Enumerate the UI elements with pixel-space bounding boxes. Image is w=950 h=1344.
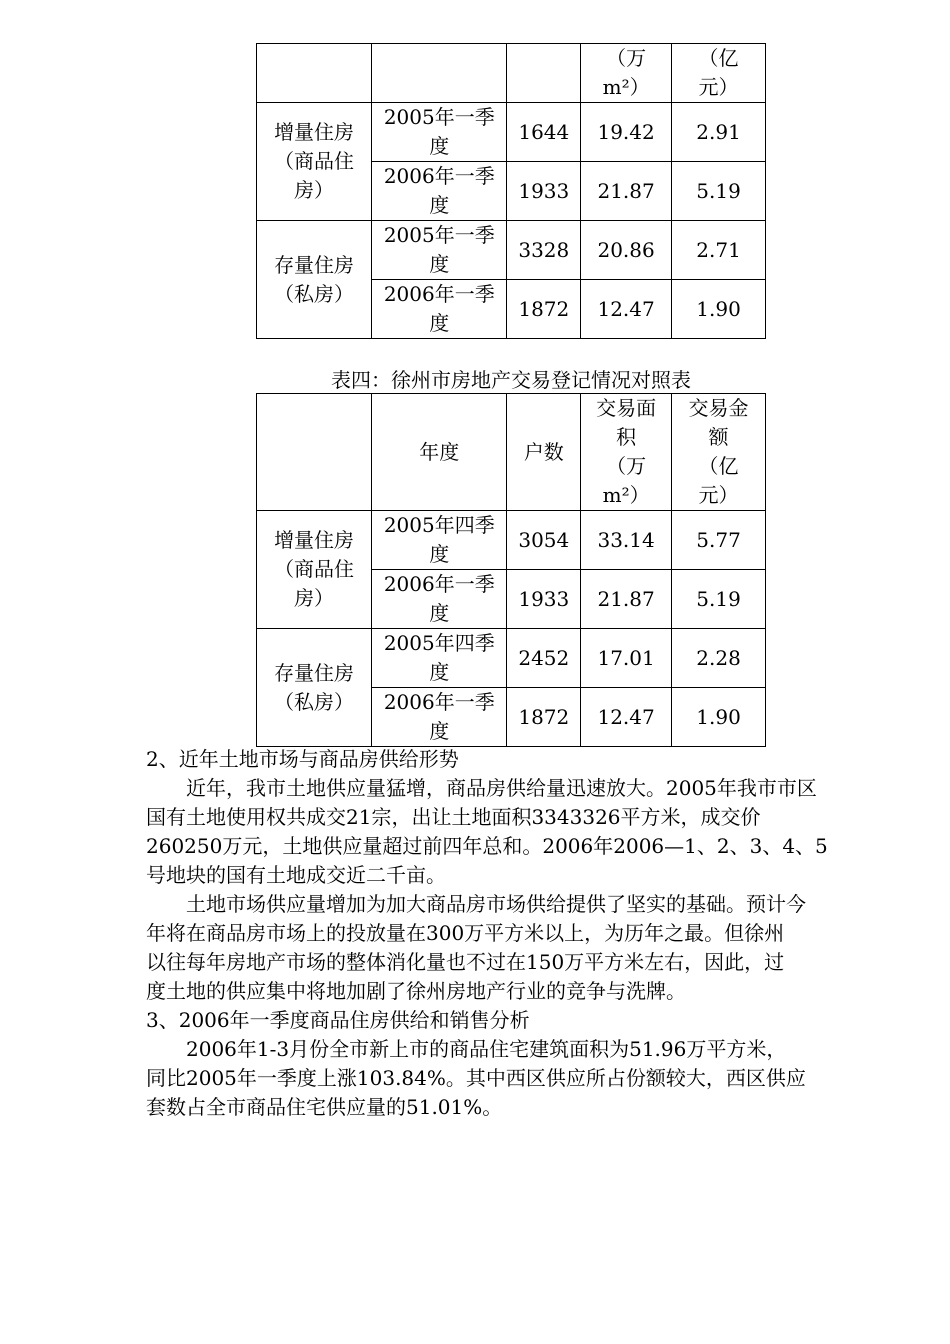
period-cell: 2005年一季 度	[372, 221, 507, 280]
count-cell: 1872	[507, 280, 581, 339]
header-cell-area-unit: （万 m²）	[581, 44, 672, 103]
paragraph-line: 同比2005年一季度上涨103.84%。其中西区供应所占份额较大，西区供应	[146, 1066, 806, 1090]
table-row	[257, 511, 766, 570]
category-cell: 存量住房 （私房）	[257, 629, 372, 747]
amount-cell: 5.19	[672, 570, 766, 629]
category-cell: 增量住房 （商品住 房）	[257, 511, 372, 629]
paragraph-line: 以往每年房地产市场的整体消化量也不过在150万平方米左右，因此，过	[146, 950, 785, 974]
table-row	[257, 103, 766, 162]
area-cell: 17.01	[581, 629, 672, 688]
count-cell: 3054	[507, 511, 581, 570]
amount-cell: 1.90	[672, 280, 766, 339]
period-cell: 2005年一季 度	[372, 103, 507, 162]
housing-transaction-table-q1	[256, 43, 766, 339]
count-cell: 3328	[507, 221, 581, 280]
header-cell-year: 年度	[372, 394, 507, 511]
table-caption: 表四：徐州市房地产交易登记情况对照表	[331, 368, 691, 392]
paragraph-line: 近年，我市土地供应量猛增，商品房供给量迅速放大。2005年我市市区	[146, 776, 817, 800]
amount-cell: 5.77	[672, 511, 766, 570]
paragraph-line: 土地市场供应量增加为加大商品房市场供给提供了坚实的基础。预计今	[146, 892, 806, 916]
header-cell-area: 交易面 积 （万 m²）	[581, 394, 672, 511]
header-cell	[257, 394, 372, 511]
paragraph-line: 号地块的国有土地成交近二千亩。	[146, 863, 446, 887]
amount-cell: 2.28	[672, 629, 766, 688]
paragraph-line: 度土地的供应集中将地加剧了徐州房地产行业的竞争与洗牌。	[146, 979, 686, 1003]
area-cell: 12.47	[581, 280, 672, 339]
table-header-row	[257, 394, 766, 511]
category-cell: 增量住房 （商品住 房）	[257, 103, 372, 221]
area-cell: 21.87	[581, 570, 672, 629]
period-cell: 2006年一季 度	[372, 280, 507, 339]
header-cell-amount-unit: （亿 元）	[672, 44, 766, 103]
period-cell: 2006年一季 度	[372, 570, 507, 629]
header-cell	[257, 44, 372, 103]
header-cell	[507, 44, 581, 103]
section-heading: 2、近年土地市场与商品房供给形势	[146, 747, 459, 771]
count-cell: 1872	[507, 688, 581, 747]
area-cell: 20.86	[581, 221, 672, 280]
area-cell: 19.42	[581, 103, 672, 162]
period-cell: 2005年四季 度	[372, 511, 507, 570]
paragraph-line: 2006年1-3月份全市新上市的商品住宅建筑面积为51.96万平方米，	[146, 1037, 787, 1061]
area-cell: 21.87	[581, 162, 672, 221]
housing-transaction-comparison-table	[256, 393, 766, 747]
count-cell: 1644	[507, 103, 581, 162]
count-cell: 1933	[507, 570, 581, 629]
area-cell: 33.14	[581, 511, 672, 570]
period-cell: 2006年一季 度	[372, 688, 507, 747]
header-cell-households: 户数	[507, 394, 581, 511]
amount-cell: 2.91	[672, 103, 766, 162]
section-heading: 3、2006年一季度商品住房供给和销售分析	[146, 1008, 530, 1032]
amount-cell: 1.90	[672, 688, 766, 747]
table-header-row	[257, 44, 766, 103]
area-cell: 12.47	[581, 688, 672, 747]
period-cell: 2005年四季 度	[372, 629, 507, 688]
paragraph-line: 套数占全市商品住宅供应量的51.01%。	[146, 1095, 503, 1119]
count-cell: 2452	[507, 629, 581, 688]
header-cell	[372, 44, 507, 103]
category-cell: 存量住房 （私房）	[257, 221, 372, 339]
amount-cell: 5.19	[672, 162, 766, 221]
paragraph-line: 国有土地使用权共成交21宗，出让土地面积3343326平方米，成交价	[146, 805, 761, 829]
period-cell: 2006年一季 度	[372, 162, 507, 221]
table-row	[257, 221, 766, 280]
paragraph-line: 260250万元，土地供应量超过前四年总和。2006年2006—1、2、3、4、5	[146, 834, 828, 858]
count-cell: 1933	[507, 162, 581, 221]
amount-cell: 2.71	[672, 221, 766, 280]
header-cell-amount: 交易金 额 （亿 元）	[672, 394, 766, 511]
table-row	[257, 629, 766, 688]
paragraph-line: 年将在商品房市场上的投放量在300万平方米以上，为历年之最。但徐州	[146, 921, 785, 945]
